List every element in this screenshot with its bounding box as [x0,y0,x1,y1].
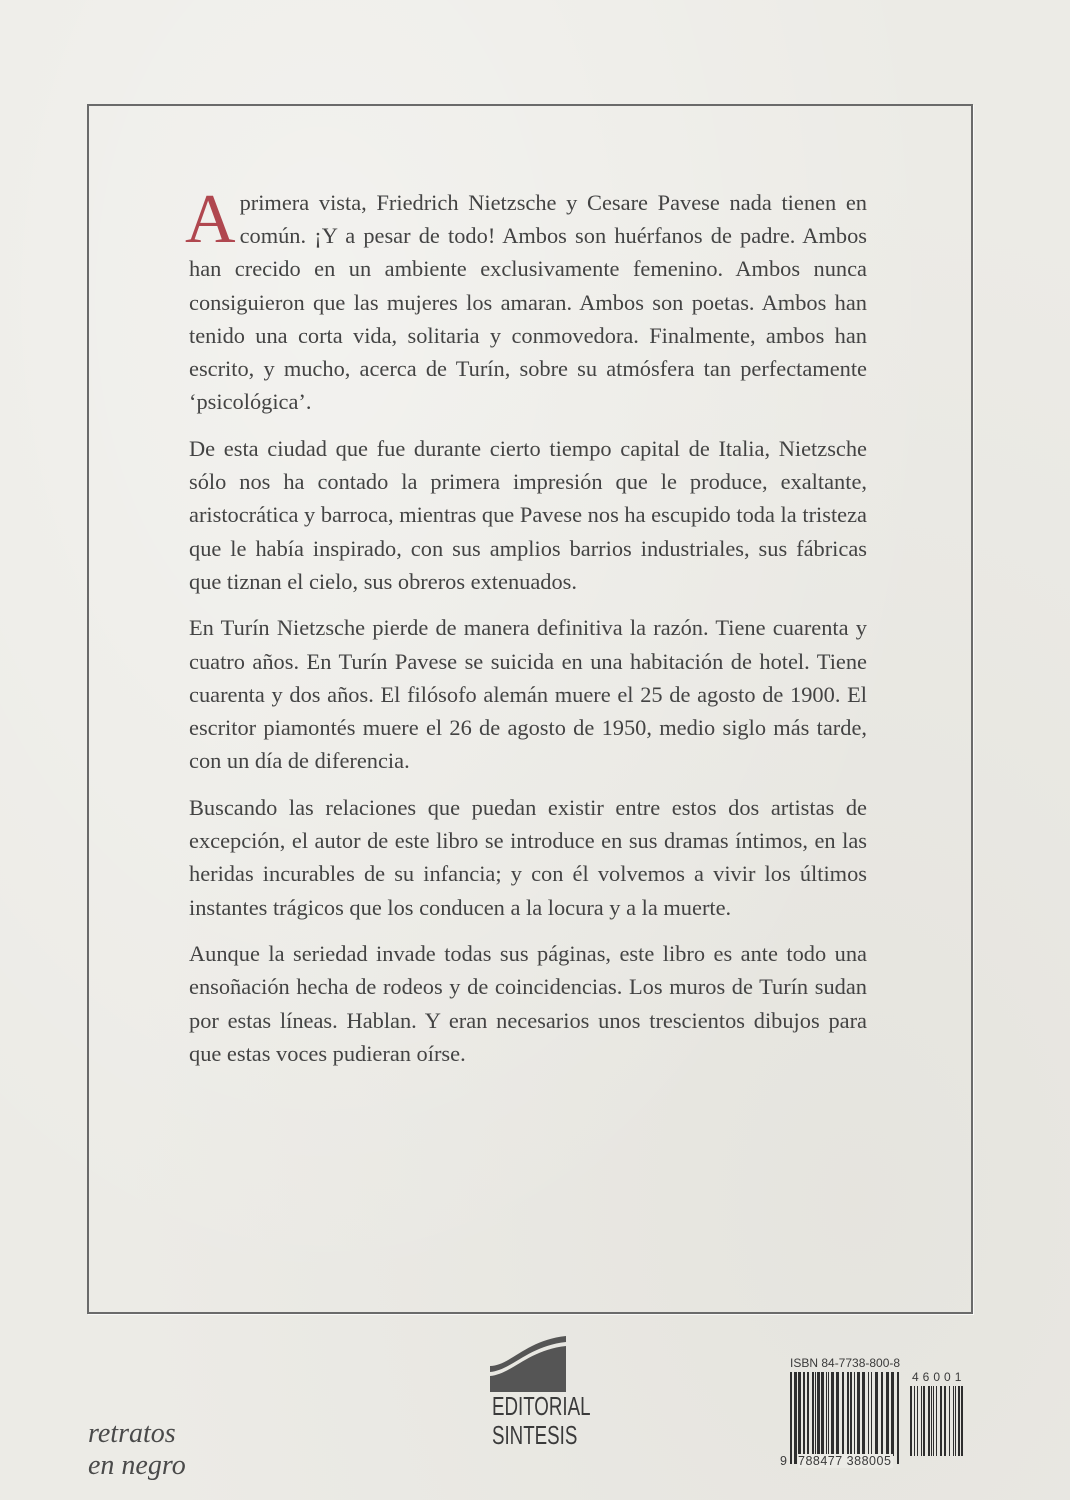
barcode-bar [886,1372,889,1456]
publisher-line-1: EDITORIAL [492,1391,591,1421]
barcode-bar [931,1386,932,1456]
barcode-bar [831,1372,834,1456]
barcode-bar [817,1372,820,1456]
wave-logo-icon [488,1336,568,1392]
barcode-bar [933,1386,934,1456]
barcode-bar [798,1372,801,1456]
barcode-bar [790,1372,792,1464]
paragraph-2: De esta ciudad que fue durante cierto tiempo capital de Italia, Nietzsche sólo nos ha contado la primera impresión que le produce, exaltante, aristocrática y barroca, mientras que Pavese nos ha escupido toda la tristeza que le había inspirado, con sus amplios barrios industriales, sus fábricas que tiznan el cielo, sus obreros extenuados. [189,435,867,594]
barcode-bar [881,1372,883,1456]
paragraph-1-text: primera vista, Friedrich Nietzsche y Cesare Pavese nada tienen en común. ¡Y a pesar de todo! Ambos son huérfanos de padre. Ambos han crecido en un ambiente exclusivamente femenino. Ambos nunca consiguieron que las mujeres los amaran. Ambos son poetas. Ambos han tenido una corta vida, solitaria y conmovedora. Finalmente, ambos han escrito, y mucho, acerca de Turín, sobre su atmósfera tan perfectamente ‘psicológica’. [189,190,867,415]
barcode-bar [944,1386,946,1456]
paragraph-5: Aunque la seriedad invade todas sus páginas, este libro es ante todo una ensoñación hecha de rodeos y de coincidencias. Los muros de Turín sudan por estas líneas. Hablan. Y eran necesarios unos trescientos dibujos para que estas voces pudieran oírse. [189,941,867,1066]
addon-barcode-bars [910,1386,966,1464]
paragraph-1 [185,181,867,418]
isbn-label: ISBN 84-7738-800-8 [790,1356,901,1370]
barcode-bar [940,1386,942,1456]
barcode-bar [961,1386,963,1456]
barcode-bar [836,1372,839,1456]
barcode-bar [812,1372,814,1456]
barcode-bar [862,1372,865,1456]
barcode-bar [868,1372,869,1456]
barcode-bar [828,1372,829,1456]
ean-first-digit: 9 [780,1454,787,1468]
barcode-bar [815,1372,816,1456]
publisher-name [492,1391,591,1450]
paragraph-4: Buscando las relaciones que puedan existir entre estos dos artistas de excepción, el autor de este libro se introduce en sus dramas íntimos, en las heridas incurables de su infancia; y con él volvemos a vivir los últimos instantes trágicos que los conducen a la locura y a la muerte. [189,794,867,920]
paragraph-3: En Turín Nietzsche pierde de manera definitiva la razón. Tiene cuarenta y cuatro años. En Turín Pavese se suicida en una habitación de hotel. Tiene cuarenta y dos años. El filósofo alemán muere el 25 de agosto de 1900. El escritor piamontés muere el 26 de agosto de 1950, medio siglo más tarde, con un día de diferencia. [189,615,867,774]
barcode-bar [821,1372,824,1456]
barcode-bar [955,1386,956,1456]
barcode-bar [794,1372,797,1464]
barcode-bar [871,1372,872,1456]
barcode-bar [842,1372,844,1456]
barcode-bar [807,1372,809,1456]
barcode-bar [923,1386,925,1456]
barcode-bar [875,1372,878,1456]
barcode-bar [917,1386,918,1456]
barcode-bar [891,1372,894,1456]
series-line-1: retratos [88,1418,176,1449]
barcode-bar [914,1386,915,1456]
barcode-bar [857,1372,860,1456]
barcode-bar [910,1386,912,1456]
barcode-bar [921,1386,922,1456]
barcode-bar [847,1372,849,1464]
barcode-bar [897,1372,899,1464]
series-line-2: en negro [88,1450,186,1481]
publisher-logo [488,1336,591,1450]
barcode-bar [953,1386,954,1456]
publisher-line-2: SINTESIS [492,1420,578,1450]
ean-barcode-bars [790,1372,902,1464]
barcode-bar [854,1372,855,1456]
series-title [88,1418,186,1482]
blurb-text [185,181,867,1084]
barcode-bar [850,1372,852,1464]
ean-digits: 788477 388005 [798,1454,892,1468]
barcode-bar [803,1372,805,1456]
barcode-bar [826,1372,827,1456]
barcode-bar [928,1386,930,1456]
barcode-bar [958,1386,960,1456]
barcode-bar [936,1386,937,1456]
addon-digits: 46001 [912,1370,966,1384]
barcode-bar [949,1386,950,1456]
drop-cap: A [185,181,236,258]
